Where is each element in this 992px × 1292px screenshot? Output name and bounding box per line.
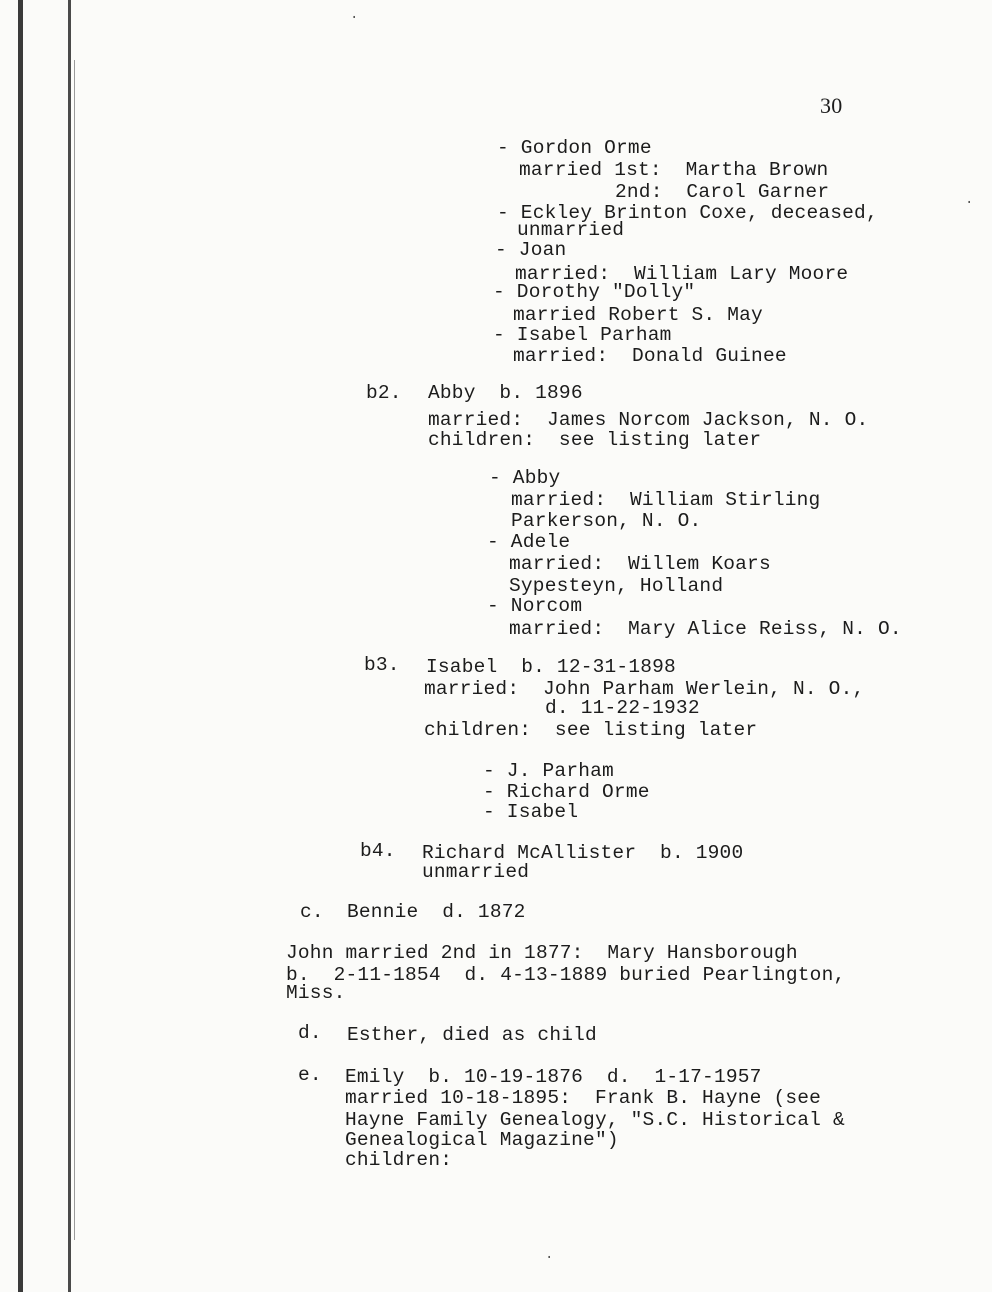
- text-line: - Abby: [489, 467, 561, 489]
- text-line: - Isabel Parham: [493, 324, 672, 346]
- text-line: d. 11-22-1932: [545, 697, 700, 719]
- scan-speck: ·: [350, 10, 359, 26]
- text-line: - Dorothy "Dolly": [493, 281, 696, 303]
- text-line: married: Willem Koars: [509, 553, 771, 575]
- text-line: unmarried: [517, 219, 625, 241]
- text-line: b. 2-11-1854 d. 4-13-1889 buried Pearlington,: [286, 964, 846, 986]
- page-left-edge: [18, 0, 23, 1292]
- text-line: Esther, died as child: [347, 1024, 597, 1046]
- text-line: - J. Parham: [483, 760, 614, 782]
- entry-marker: e.: [298, 1064, 322, 1086]
- text-line: - Adele: [487, 531, 571, 553]
- text-line: married: William Stirling: [511, 489, 821, 511]
- page-number: 30: [820, 93, 843, 118]
- text-line: married: Donald Guinee: [513, 345, 787, 367]
- text-line: - Eckley Brinton Coxe, deceased,: [497, 202, 878, 224]
- entry-marker: b3.: [364, 654, 400, 676]
- text-line: children: see listing later: [424, 719, 758, 741]
- text-line: married 1st: Martha Brown: [519, 159, 829, 181]
- text-line: Isabel b. 12-31-1898: [426, 656, 676, 678]
- text-line: married 10-18-1895: Frank B. Hayne (see: [345, 1087, 822, 1109]
- scan-speck: ·: [545, 1250, 554, 1266]
- text-line: - Richard Orme: [483, 781, 650, 803]
- entry-marker: c.: [300, 901, 324, 923]
- text-line: unmarried: [422, 861, 530, 883]
- text-line: Bennie d. 1872: [347, 901, 526, 923]
- text-line: - Gordon Orme: [497, 137, 652, 159]
- text-line: - Isabel: [483, 801, 579, 823]
- text-line: - Norcom: [487, 595, 583, 617]
- text-line: married: William Lary Moore: [515, 263, 849, 285]
- text-line: married: John Parham Werlein, N. O.,: [424, 678, 865, 700]
- text-line: Abby b. 1896: [428, 382, 583, 404]
- text-line: children: see listing later: [428, 429, 762, 451]
- text-line: married Robert S. May: [513, 304, 763, 326]
- binding-line: [74, 60, 75, 1240]
- text-line: Emily b. 10-19-1876 d. 1-17-1957: [345, 1066, 762, 1088]
- text-line: Richard McAllister b. 1900: [422, 842, 744, 864]
- text-line: 2nd: Carol Garner: [615, 181, 830, 203]
- scan-speck: ·: [965, 195, 974, 211]
- text-line: Hayne Family Genealogy, "S.C. Historical &: [345, 1109, 845, 1131]
- text-line: Parkerson, N. O.: [511, 510, 702, 532]
- binding-shadow: [68, 0, 71, 1292]
- text-line: Miss.: [286, 982, 346, 1004]
- text-line: Sypesteyn, Holland: [509, 575, 724, 597]
- text-line: married: Mary Alice Reiss, N. O.: [509, 618, 902, 640]
- text-line: married: James Norcom Jackson, N. O.: [428, 409, 869, 431]
- text-line: Genealogical Magazine"): [345, 1129, 619, 1151]
- text-line: children:: [345, 1149, 453, 1171]
- entry-marker: b2.: [366, 382, 402, 404]
- text-line: John married 2nd in 1877: Mary Hansborough: [286, 942, 798, 964]
- entry-marker: d.: [298, 1022, 322, 1044]
- entry-marker: b4.: [360, 840, 396, 862]
- text-line: - Joan: [495, 239, 567, 261]
